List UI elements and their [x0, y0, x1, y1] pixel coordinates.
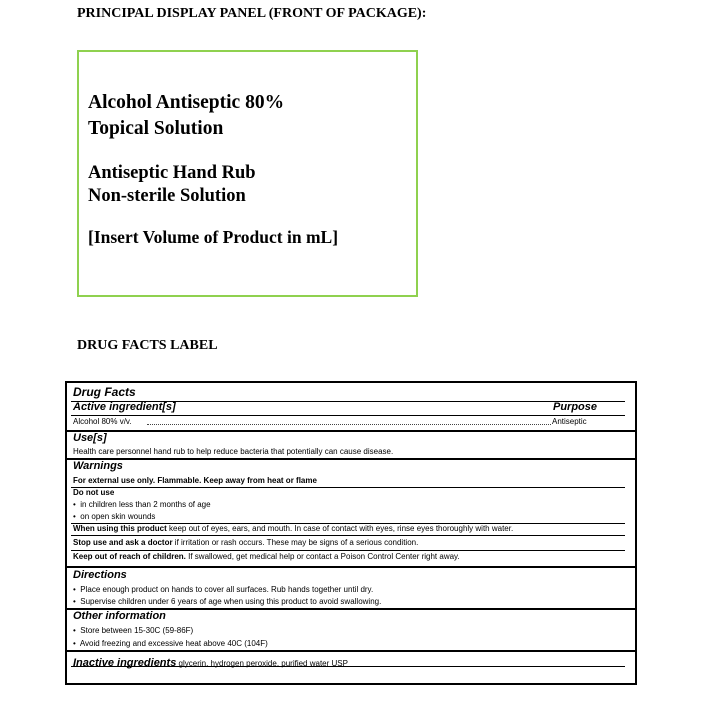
- section-divider: [67, 650, 635, 652]
- leader-dots: [147, 424, 551, 425]
- purpose-header: Purpose: [553, 401, 598, 413]
- directions-item: [73, 597, 381, 606]
- principal-display-panel-heading: PRINCIPAL DISPLAY PANEL (FRONT OF PACKAGE):: [77, 6, 427, 21]
- product-sterility: Non-sterile Solution: [88, 186, 246, 206]
- other-information-header: Other information: [73, 610, 166, 622]
- directions-header: Directions: [73, 569, 127, 581]
- stop-use-label: Stop use and ask a doctor: [73, 538, 173, 547]
- keep-out-warning: [73, 552, 460, 561]
- divider: [71, 415, 625, 416]
- active-ingredient-header: Active ingredient[s]: [73, 401, 176, 413]
- keep-out-text: If swallowed, get medical help or contact a Poison Control Center right away.: [185, 552, 460, 561]
- inactive-ingredients-text: glycerin, hydrogen peroxide, purified water USP: [176, 659, 348, 668]
- section-divider: [67, 566, 635, 568]
- purpose-value: Antiseptic: [552, 417, 587, 426]
- do-not-use-item: [73, 500, 211, 509]
- inactive-ingredients-header: Inactive ingredients: [73, 657, 177, 669]
- inactive-ingredients: [73, 653, 348, 671]
- uses-text: Health care personnel hand rub to help reduce bacteria that potentially can cause disease.: [73, 447, 394, 456]
- do-not-use-item: [73, 512, 155, 521]
- when-using-text: keep out of eyes, ears, and mouth. In case of contact with eyes, rinse eyes thoroughly with water.: [166, 524, 514, 533]
- directions-item-text: Place enough product on hands to cover all surfaces. Rub hands together until dry.: [80, 585, 374, 594]
- drug-facts-panel: [65, 381, 637, 685]
- directions-item: [73, 585, 373, 594]
- product-name: Alcohol Antiseptic 80%: [88, 92, 285, 113]
- when-using-label: When using this product: [73, 524, 167, 533]
- bullet: •: [73, 597, 76, 606]
- product-use: Antiseptic Hand Rub: [88, 163, 256, 183]
- do-not-use-item-text: on open skin wounds: [80, 512, 156, 521]
- warnings-header: Warnings: [73, 460, 123, 472]
- product-volume-placeholder: [Insert Volume of Product in mL]: [88, 227, 339, 247]
- section-divider: [67, 430, 635, 432]
- bullet: •: [73, 585, 76, 594]
- divider: [71, 535, 625, 536]
- drug-facts-title: Drug Facts: [73, 385, 136, 399]
- warning-external-use: For external use only. Flammable. Keep away from heat or flame: [73, 476, 317, 485]
- principal-display-panel: [77, 50, 418, 297]
- stop-use-text: if irritation or rash occurs. These may be signs of a serious condition.: [172, 538, 419, 547]
- drug-facts-label-heading: DRUG FACTS LABEL: [77, 338, 218, 353]
- other-information-item-text: Avoid freezing and excessive heat above 40C (104F): [79, 639, 268, 648]
- stop-use-warning: [73, 538, 418, 547]
- divider: [71, 487, 625, 488]
- divider: [71, 666, 625, 667]
- uses-header: Use[s]: [73, 432, 107, 444]
- do-not-use-item-text: in children less than 2 months of age: [80, 500, 211, 509]
- bullet: •: [73, 626, 76, 635]
- divider: [71, 550, 625, 551]
- bullet: •: [73, 500, 76, 509]
- keep-out-label: Keep out of reach of children.: [73, 552, 186, 561]
- bullet: •: [73, 639, 76, 648]
- section-divider: [67, 458, 635, 460]
- active-ingredient-value: Alcohol 80% v/v.: [73, 417, 132, 426]
- other-information-item: [73, 639, 268, 648]
- other-information-item: [73, 626, 193, 635]
- directions-item-text: Supervise children under 6 years of age when using this product to avoid swallowing.: [80, 597, 382, 606]
- when-using-warning: [73, 524, 513, 533]
- product-form: Topical Solution: [88, 118, 224, 139]
- bullet: •: [73, 512, 76, 521]
- do-not-use-heading: Do not use: [73, 488, 115, 497]
- other-information-item-text: Store between 15-30C (59-86F): [80, 626, 194, 635]
